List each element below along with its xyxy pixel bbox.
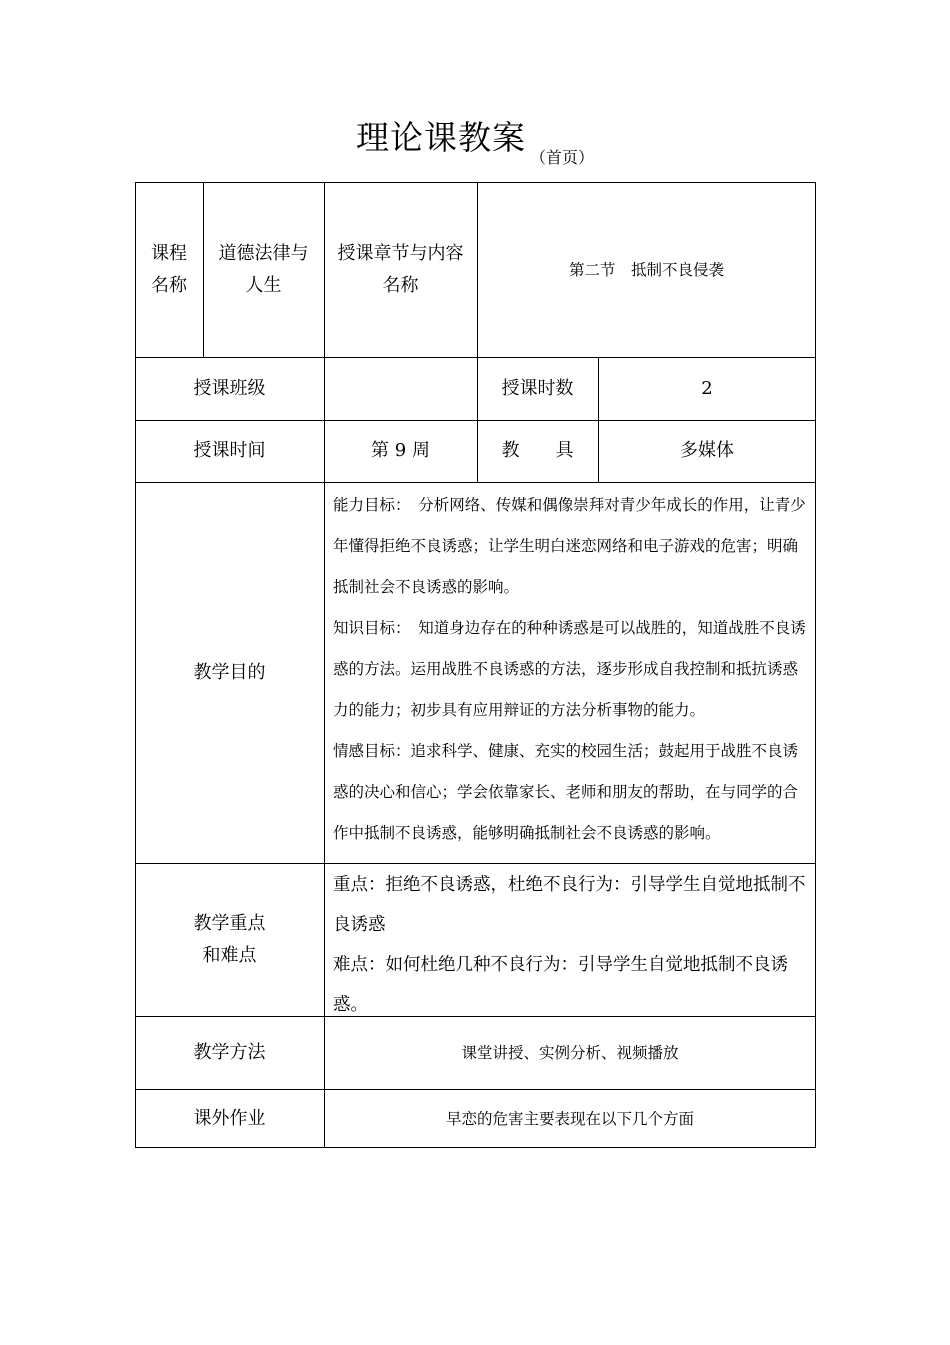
time-label: 授课时间 <box>193 440 266 461</box>
course-name-value-line2: 人生 <box>245 274 282 296</box>
tools-label: 教 具 <box>501 440 574 461</box>
methods-label: 教学方法 <box>193 1041 266 1063</box>
page-title: 理论课教案 <box>355 118 526 157</box>
page-subtitle: （首页） <box>529 148 594 167</box>
class-label: 授课班级 <box>193 377 266 399</box>
course-name-label-line2: 名称 <box>151 274 187 296</box>
course-name-value-line1: 道德法律与 <box>218 242 309 264</box>
chapter-value-text: 第二节 抵制不良侵袭 <box>568 260 724 279</box>
hours-value: 2 <box>701 377 713 399</box>
course-name-label-line1: 课程 <box>151 242 187 264</box>
knowledge-objective: 知识目标： 知道身边存在的种种诱惑是可以战胜的，知道战胜不良诱惑的方法。运用战胜不良诱惑的方法，逐步形成自我控制和抵抗诱惑力的能力；初步具有应用辩证的方法分析事物的能力。 <box>333 619 806 719</box>
lesson-plan-table <box>135 182 816 1148</box>
hours-label: 授课时数 <box>501 377 574 399</box>
course-name-value <box>203 182 324 357</box>
homework-label: 课外作业 <box>193 1107 266 1129</box>
homework-value: 早恋的危害主要表现在以下几个方面 <box>445 1109 694 1128</box>
chapter-label <box>324 182 477 357</box>
chapter-label-line2: 名称 <box>382 274 419 296</box>
methods-value: 课堂讲授、实例分析、视频播放 <box>461 1043 679 1062</box>
objectives-content <box>324 485 816 863</box>
time-value: 第 9 周 <box>371 440 430 461</box>
key-points-label-line1: 教学重点 <box>193 912 266 934</box>
key-points-content <box>324 865 816 1016</box>
tools-value: 多媒体 <box>680 440 734 461</box>
key-points-label <box>135 863 324 1016</box>
class-value <box>324 357 477 420</box>
emotion-objective: 情感目标：追求科学、健康、充实的校园生活；鼓起用于战胜不良诱惑的决心和信心；学会依靠家长、老师和朋友的帮助，在与同学的合作中抵制不良诱惑，能够明确抵制社会不良诱惑的影响。 <box>333 742 799 842</box>
course-name-label <box>135 182 203 357</box>
key-point-text: 重点：拒绝不良诱惑，杜绝不良行为：引导学生自觉地抵制不良诱惑 <box>333 875 806 935</box>
page-header <box>0 112 950 167</box>
key-points-label-line2: 和难点 <box>202 944 257 966</box>
objectives-label: 教学目的 <box>193 661 266 683</box>
ability-objective: 能力目标： 分析网络、传媒和偶像崇拜对青少年成长的作用，让青少年懂得拒绝不良诱惑；让学生明白迷恋网络和电子游戏的危害；明确抵制社会不良诱惑的影响。 <box>333 496 806 596</box>
difficult-point-text: 难点：如何杜绝几种不良行为：引导学生自觉地抵制不良诱惑。 <box>333 955 788 1015</box>
chapter-value <box>477 182 816 357</box>
chapter-label-line1: 授课章节与内容 <box>337 242 464 264</box>
